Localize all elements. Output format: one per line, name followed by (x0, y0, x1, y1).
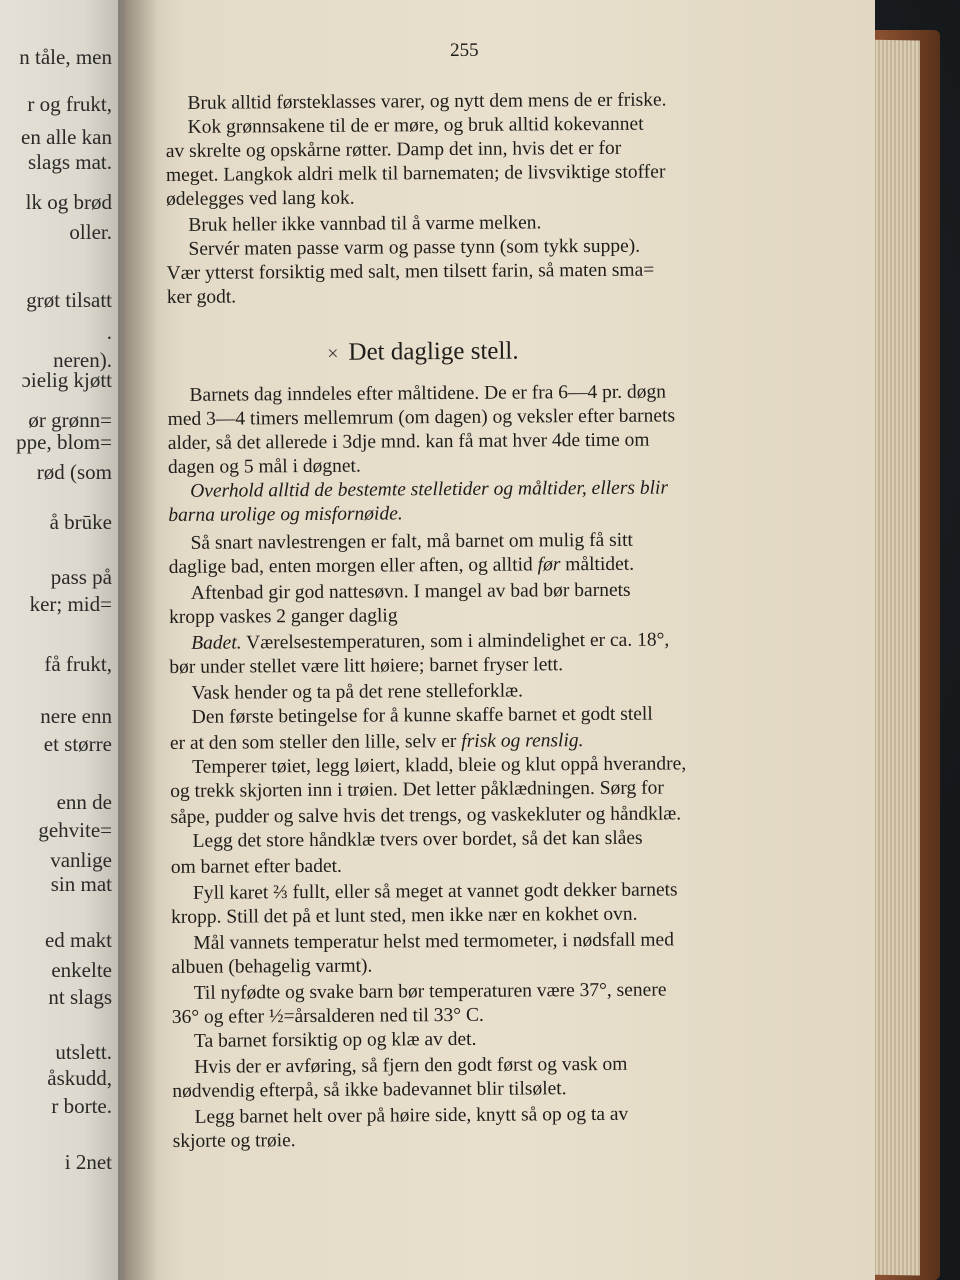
left-page-fragment: grøt tilsatt (26, 288, 112, 312)
text-line (171, 901, 821, 930)
left-page-fragment: å brūke (49, 510, 112, 534)
left-page-fragment: pass på (50, 565, 112, 589)
text-line (166, 183, 816, 212)
left-page-fragment: enn de (56, 790, 112, 814)
left-page-fragment: n tåle, men (19, 45, 112, 69)
text-run: før (537, 554, 561, 576)
text-run: Legg det store håndklæ tvers over bordet, så det kan slåes (192, 827, 643, 852)
text-run: Badet. (191, 632, 242, 654)
left-page-fragment: r og frukt, (27, 92, 112, 116)
text-run: Vær ytterst forsiktig med salt, men tilsett farin, så maten sma= (166, 259, 655, 284)
text-run: om barnet efter badet. (170, 855, 342, 878)
text-line (171, 825, 821, 854)
text-run: er at den som steller den lille, selv er (169, 730, 462, 754)
left-page-fragment: i 2net (64, 1150, 112, 1174)
left-page (0, 0, 130, 1280)
section-heading-text: Det daglige stell. (348, 337, 519, 366)
text-run: Legg barnet helt over på høire side, knytt så op og ta av (194, 1103, 629, 1128)
left-page-fragment: neren). (53, 348, 112, 372)
text-run: albuen (behagelig varmt). (171, 955, 373, 978)
text-run: Værelsestemperaturen, som i almindelighet er ca. 18°, (241, 629, 670, 654)
page-text-block (165, 33, 824, 1258)
section-heading (327, 338, 519, 367)
text-run: og trekk skjorten inn i trøien. Det letter påklædningen. Sørg for (170, 777, 664, 802)
text-line (172, 1025, 822, 1054)
text-run: bør under stellet være litt høiere; barnet fryser lett. (169, 654, 564, 678)
text-line (170, 701, 820, 730)
text-run: Barnets dag inndeles efter måltidene. De er fra 6—4 pr. døgn (189, 381, 667, 406)
text-run: kropp. Still det på et lunt sted, men ikke nær en kokhet ovn. (171, 903, 638, 928)
text-run: med 3—4 timers mellemrum (om dagen) og veksler efter barnets (167, 405, 676, 430)
text-run: meget. Langkok aldri melk til barnematen; de livsviktige stoffer (165, 161, 666, 186)
text-run: Mål vannets temperatur helst med termometer, i nødsfall med (193, 929, 675, 954)
text-run: Overhold alltid de bestemte stelletider og måltider, ellers blir (190, 477, 669, 502)
left-page-fragment: lk og brød (25, 190, 112, 214)
left-page-fragment: ed makt (44, 928, 112, 952)
left-page-fragment: et større (43, 732, 112, 756)
left-page-fragment: enkelte (51, 958, 112, 982)
text-run: daglige bad, enten morgen eller aften, og alltid (168, 554, 538, 578)
page-number: 255 (450, 39, 479, 62)
left-page-fragment: . (106, 320, 112, 344)
text-run: Til nyfødte og svake barn bør temperaturen være 37°, senere (193, 979, 667, 1004)
text-line (173, 1125, 823, 1154)
text-line (167, 281, 817, 310)
pencil-mark: × (327, 342, 339, 365)
text-run: ødelegges ved lang kok. (166, 187, 355, 210)
text-run: Hvis der er avføring, så fjern den godt først og vask om (194, 1053, 628, 1078)
left-page-fragment: r borte. (51, 1094, 112, 1118)
left-page-fragment: vanlige (50, 848, 112, 872)
left-page-fragment: ør grønn= (28, 408, 112, 432)
left-page-fragment: gehvite= (38, 818, 112, 842)
book-gutter (118, 0, 158, 1280)
text-run: alder, så det allerede i 3dje mnd. kan få mat hver 4de time om (167, 429, 650, 454)
left-page-fragment: åskudd, (47, 1066, 112, 1090)
text-run: måltidet. (560, 553, 635, 576)
left-page-fragment: nt slags (48, 985, 112, 1009)
text-run: kropp vaskes 2 ganger daglig (168, 605, 398, 628)
text-line (169, 651, 819, 680)
text-line (171, 851, 821, 880)
left-page-fragment: nere enn (40, 704, 112, 728)
text-line (172, 1075, 822, 1104)
left-page-fragment: ɔielig kjøtt (21, 368, 112, 392)
left-page-fragment: ker; mid= (29, 592, 112, 616)
text-run: Servér maten passe varm og passe tynn (som tykk suppe). (188, 235, 641, 260)
text-run: av skrelte og opskårne røtter. Damp det inn, hvis det er for (165, 137, 622, 162)
text-run: barna urolige og misfornøide. (168, 503, 403, 526)
text-run: ker godt. (166, 286, 237, 308)
left-page-fragment: en alle kan (21, 125, 112, 149)
left-page-fragment: ppe, blom= (16, 430, 112, 454)
text-run: Bruk heller ikke vannbad til å varme melken. (188, 212, 542, 236)
text-line (169, 551, 819, 580)
left-page-fragment: rød (som (36, 460, 112, 484)
text-run: 36° og efter ½=årsalderen ned til 33° C. (171, 1004, 484, 1028)
text-run: Temperer tøiet, legg løiert, kladd, bleie og klut oppå hverandre, (192, 753, 687, 778)
text-line (169, 601, 819, 630)
text-run: Vask hender og ta på det rene stelleforklæ. (191, 680, 524, 704)
text-run: Så snart navlestrengen er falt, må barnet om mulig få sitt (190, 529, 633, 554)
left-page-fragment: få frukt, (44, 652, 112, 676)
text-run: Kok grønnsakene til de er møre, og bruk alltid kokevannet (187, 113, 644, 138)
text-run: frisk og renslig. (461, 730, 584, 752)
text-run: nødvendig efterpå, så ikke badevannet blir tilsølet. (172, 1078, 567, 1102)
text-run: Ta barnet forsiktig op og klæ av det. (193, 1028, 477, 1052)
text-run: Bruk alltid førsteklasses varer, og nytt dem mens de er friske. (187, 89, 667, 114)
text-line (170, 775, 820, 804)
text-run: Fyll karet ⅔ fullt, eller så meget at vannet godt dekker barnets (192, 879, 678, 904)
left-page-fragment: sin mat (50, 872, 112, 896)
left-page-fragment: slags mat. (28, 150, 112, 174)
left-page-fragment: utslett. (55, 1040, 112, 1064)
text-line (171, 951, 821, 980)
text-run: skjorte og trøie. (172, 1130, 296, 1152)
left-page-fragment: oller. (69, 220, 112, 244)
text-run: Aftenbad gir god nattesøvn. I mangel av bad bør barnets (190, 579, 631, 604)
text-run: dagen og 5 mål i døgnet. (167, 455, 361, 478)
text-run: såpe, pudder og salve hvis det trengs, og vaskekluter og håndklæ. (170, 803, 682, 828)
text-run: Den første betingelse for å kunne skaffe barnet et godt stell (191, 703, 653, 728)
text-line (168, 499, 818, 528)
